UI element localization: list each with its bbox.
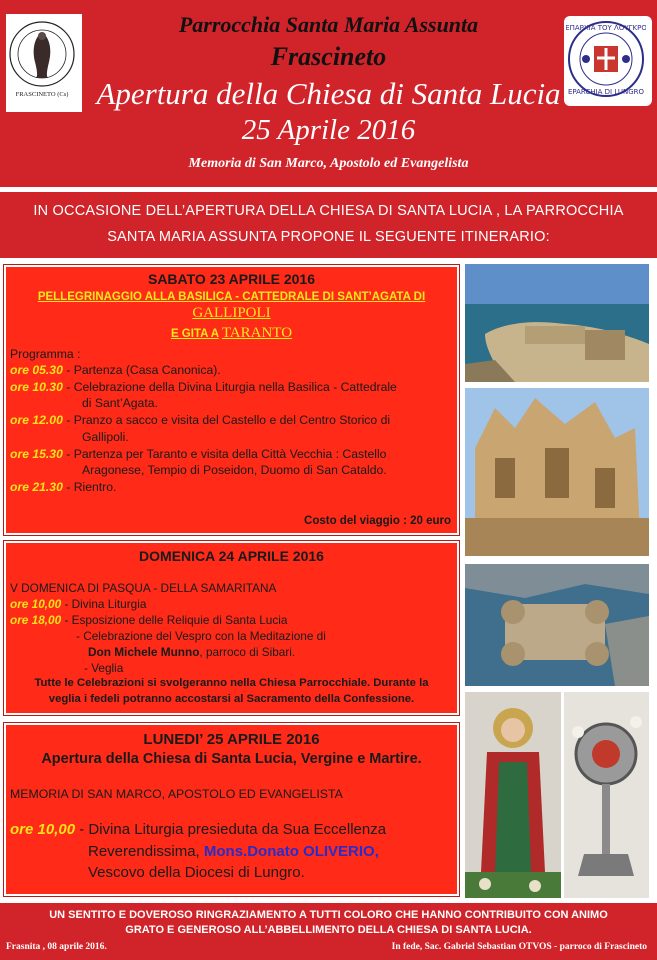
place-date: Frasnita , 08 aprile 2016.	[6, 942, 107, 952]
sat-item-5-text: - Rientro.	[66, 480, 117, 494]
event-title: Apertura della Chiesa di Santa Lucia	[96, 76, 561, 111]
svg-text:EPARCHIA DI LUNGRO: EPARCHIA DI LUNGRO	[567, 88, 645, 96]
taranto-castle-photo	[465, 564, 649, 686]
intro-banner	[0, 192, 657, 258]
saturday-panel	[4, 265, 459, 535]
sat-item-2-cont: di Sant’Agata.	[82, 396, 158, 410]
cathedral-photo	[465, 388, 649, 556]
sunday-panel	[4, 541, 459, 715]
mon-item-time: ore 10,00	[10, 821, 76, 838]
sunday-subtitle: V DOMENICA DI PASQUA - DELLA SAMARITANA	[10, 581, 277, 595]
sun-speaker-role: , parroco di Sibari.	[199, 645, 296, 659]
sat-item-1-time: ore 05.30	[10, 363, 63, 377]
trip-cost: Costo del viaggio : 20 euro	[304, 515, 451, 527]
sun-item-1	[10, 597, 146, 611]
gallipoli-photo	[465, 264, 649, 382]
sat-item-2-text: - Celebrazione della Divina Liturgia nella Basilica - Cattedrale	[66, 380, 397, 394]
parish-logo-town: FRASCINETO (Cs)	[15, 91, 69, 98]
reliquary-photo	[564, 692, 649, 898]
thanks-line-1: UN SENTITO E DOVEROSO RINGRAZIAMENTO A TUTTI COLORO CHE HANNO CONTRIBUITO CON ANIMO	[49, 909, 608, 921]
thanks-line-2: GRATO E GENEROSO ALL’ABBELLIMENTO DELLA CHIESA DI SANTA LUCIA.	[125, 924, 532, 936]
gita-label: E GITA A	[170, 328, 219, 340]
sat-item-4-cont: Aragonese, Tempio di Poseidon, Duomo di San Cataldo.	[82, 463, 387, 477]
mon-item-line-3: Vescovo della Diocesi di Lungro.	[88, 864, 305, 881]
sat-item-4-time: ore 15.30	[10, 447, 63, 461]
header	[0, 0, 657, 190]
sat-item-3-text: - Pranzo a sacco e visita del Castello e del Centro Storico di	[66, 413, 391, 427]
footer	[0, 903, 657, 960]
sun-item-1-text: - Divina Liturgia	[64, 597, 147, 611]
taranto-label: TARANTO	[221, 325, 293, 341]
sun-speaker: Don Michele Munno	[88, 645, 200, 659]
sun-item-2c: - Veglia	[84, 661, 124, 675]
monday-panel	[4, 723, 459, 896]
programma-label: Programma :	[10, 347, 81, 361]
town-name: Frascineto	[270, 42, 387, 71]
saturday-title: SABATO 23 APRILE 2016	[147, 271, 316, 287]
sun-item-2	[10, 613, 287, 627]
event-date: 25 Aprile 2016	[241, 114, 416, 146]
sat-item-2-time: ore 10.30	[10, 380, 63, 394]
sat-item-3	[10, 413, 390, 427]
gita-line	[6, 325, 457, 342]
sun-item-2-time: ore 18,00	[10, 613, 62, 627]
mon-item-text-2: Reverendissima,	[88, 843, 204, 860]
gallipoli-label: GALLIPOLI	[192, 305, 271, 321]
bishop-name: Mons.Donato OLIVERIO,	[203, 843, 379, 860]
mon-item-line-2	[88, 843, 379, 860]
svg-text:ΕΠΑΡΧΙΑ ΤΟΥ ΛΟΥΓΚΡΟ: ΕΠΑΡΧΙΑ ΤΟΥ ΛΟΥΓΚΡΟ	[566, 24, 646, 32]
sat-item-1	[10, 363, 221, 377]
parish-name: Parrocchia Santa Maria Assunta	[178, 12, 479, 37]
sat-item-1-text: - Partenza (Casa Canonica).	[66, 363, 221, 377]
sat-item-2	[10, 380, 397, 394]
santa-lucia-icon-photo	[465, 692, 561, 898]
saturday-subtitle: PELLEGRINAGGIO ALLA BASILICA - CATTEDRALE DI SANT’AGATA DI	[37, 291, 426, 303]
sat-item-4	[10, 447, 386, 461]
sunday-title: DOMENICA 24 APRILE 2016	[139, 548, 324, 564]
sat-item-5	[10, 480, 116, 494]
monday-subtitle: Apertura della Chiesa di Santa Lucia, Vergine e Martire.	[41, 751, 422, 767]
sat-item-5-time: ore 21.30	[10, 480, 63, 494]
memorial-line: Memoria di San Marco, Apostolo ed Evangelista	[188, 156, 469, 171]
sun-speaker-line	[88, 645, 295, 659]
sat-item-3-cont: Gallipoli.	[82, 430, 129, 444]
sun-item-2-text: - Esposizione delle Reliquie di Santa Lucia	[64, 613, 288, 627]
monday-memorial: MEMORIA DI SAN MARCO, APOSTOLO ED EVANGELISTA	[10, 787, 343, 801]
sunday-note-2: veglia i fedeli potranno accostarsi al Sacramento della Confessione.	[48, 693, 415, 705]
intro-line-1: IN OCCASIONE DELL’APERTURA DELLA CHIESA DI SANTA LUCIA , LA PARROCCHIA	[33, 203, 624, 219]
sat-item-3-time: ore 12.00	[10, 413, 63, 427]
mon-item-1	[10, 821, 386, 838]
sun-item-2b: - Celebrazione del Vespro con la Meditazione di	[76, 629, 326, 643]
mon-item-text: - Divina Liturgia presieduta da Sua Eccellenza	[75, 821, 387, 838]
monday-title: LUNEDI’ 25 APRILE 2016	[143, 731, 320, 748]
intro-line-2: SANTA MARIA ASSUNTA PROPONE IL SEGUENTE ITINERARIO:	[107, 229, 550, 245]
sat-item-4-text: - Partenza per Taranto e visita della Città Vecchia : Castello	[66, 447, 387, 461]
sun-item-1-time: ore 10,00	[10, 597, 62, 611]
signature: In fede, Sac. Gabriel Sebastian OTVOS - parroco di Frascineto	[391, 942, 647, 952]
sunday-note-1: Tutte le Celebrazioni si svolgeranno nella Chiesa Parrocchiale. Durante la	[34, 677, 429, 689]
